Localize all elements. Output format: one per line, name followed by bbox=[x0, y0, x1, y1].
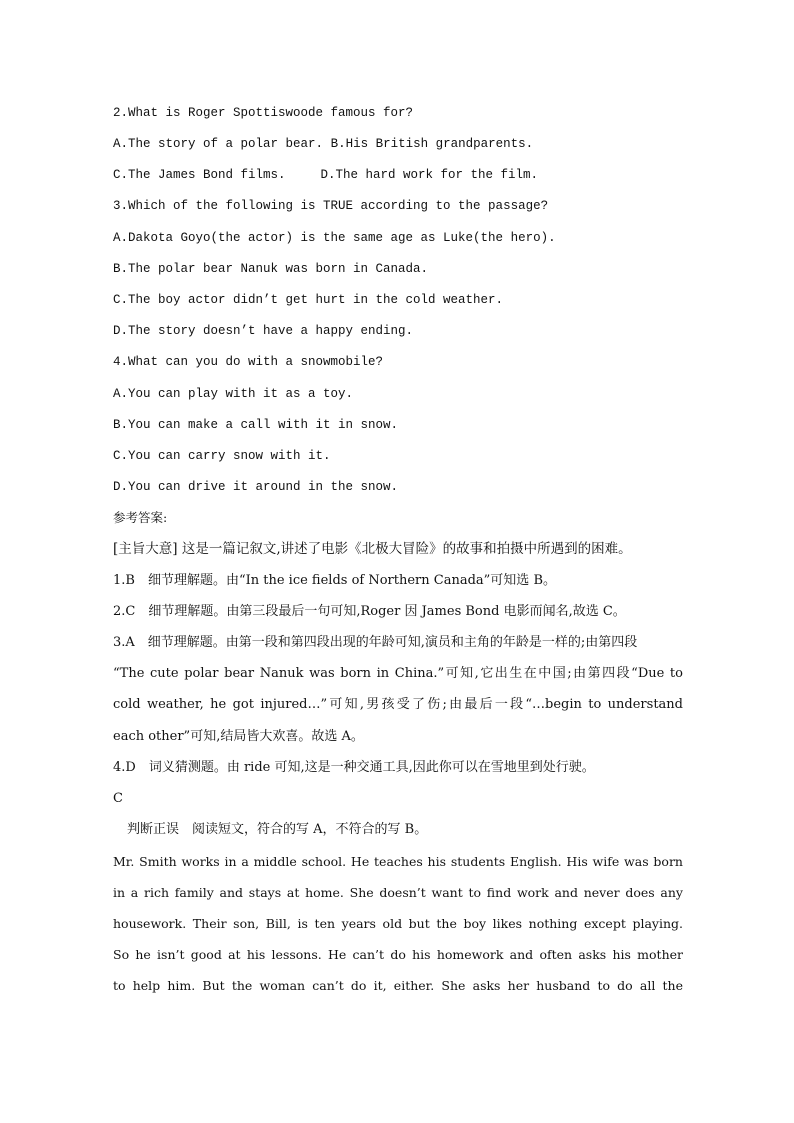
question-2-options-ab bbox=[113, 135, 683, 153]
question-3-option-b: B.The polar bear Nanuk was born in Canada. bbox=[113, 262, 429, 276]
answer-line-7: 4.D 词义猜测题。由 ride 可知,这是一种交通工具,因此你可以在雪地里到处行驶。 bbox=[113, 760, 595, 775]
question-4-stem: 4.What can you do with a snowmobile? bbox=[113, 355, 384, 369]
question-2-option-b: B.His British grandparents. bbox=[330, 137, 534, 151]
question-2-option-d: D.The hard work for the film. bbox=[320, 168, 539, 182]
answer-line-3: 3.A 细节理解题。由第一段和第四段出现的年龄可知,演员和主角的年龄是一样的;由第四段 bbox=[113, 635, 638, 650]
passage-line-5: to help him. But the woman can’t do it, either. She asks her husband to do all the bbox=[113, 978, 683, 993]
section-c-letter: C bbox=[113, 791, 123, 806]
answer-line-1: 1.B 细节理解题。由“In the ice fields of Northern Canada”可知选 B。 bbox=[113, 573, 556, 588]
question-4-option-d: D.You can drive it around in the snow. bbox=[113, 480, 399, 494]
question-4-option-a: A.You can play with it as a toy. bbox=[113, 387, 354, 401]
question-2-option-a: A.The story of a polar bear. bbox=[113, 137, 324, 151]
passage-line-4: So he isn’t good at his lessons. He can’t do his homework and often asks his mother bbox=[113, 947, 683, 962]
question-2-options-cd bbox=[113, 166, 683, 184]
passage-line-3: housework. Their son, Bill, is ten years old but the boy likes nothing except playing. bbox=[113, 916, 683, 931]
answers-heading: 参考答案: bbox=[113, 510, 168, 525]
answers-main-idea: [主旨大意] 这是一篇记叙文,讲述了电影《北极大冒险》的故事和拍摄中所遇到的困难。 bbox=[113, 541, 632, 557]
answer-line-4: “The cute polar bear Nanuk was born in China.”可知,它出生在中国;由第四段“Due to bbox=[113, 666, 683, 681]
question-3-stem: 3.Which of the following is TRUE according to the passage? bbox=[113, 199, 549, 213]
passage-line-1: Mr. Smith works in a middle school. He teaches his students English. His wife was born bbox=[113, 854, 683, 869]
question-4-option-b: B.You can make a call with it in snow. bbox=[113, 418, 399, 432]
question-3-option-d: D.The story doesn’t have a happy ending. bbox=[113, 324, 414, 338]
question-4-option-c: C.You can carry snow with it. bbox=[113, 449, 331, 463]
question-2-stem: 2.What is Roger Spottiswoode famous for? bbox=[113, 106, 414, 120]
answer-line-2: 2.C 细节理解题。由第三段最后一句可知,Roger 因 James Bond 电影而闻名,故选 C。 bbox=[113, 604, 626, 619]
question-3-option-a: A.Dakota Goyo(the actor) is the same age as Luke(the hero). bbox=[113, 231, 556, 245]
answer-line-6: each other”可知,结局皆大欢喜。故选 A。 bbox=[113, 729, 364, 744]
question-3-option-c: C.The boy actor didn’t get hurt in the cold weather. bbox=[113, 293, 504, 307]
answer-line-5: cold weather, he got injured…”可知,男孩受了伤;由最后一段“…begin to understand bbox=[113, 697, 683, 712]
question-2-option-c: C.The James Bond films. bbox=[113, 168, 286, 182]
passage-line-2: in a rich family and stays at home. She doesn’t want to find work and never does any bbox=[113, 885, 683, 900]
section-c-instruction: 判断正误 阅读短文，符合的写 A，不符合的写 B。 bbox=[127, 822, 428, 837]
